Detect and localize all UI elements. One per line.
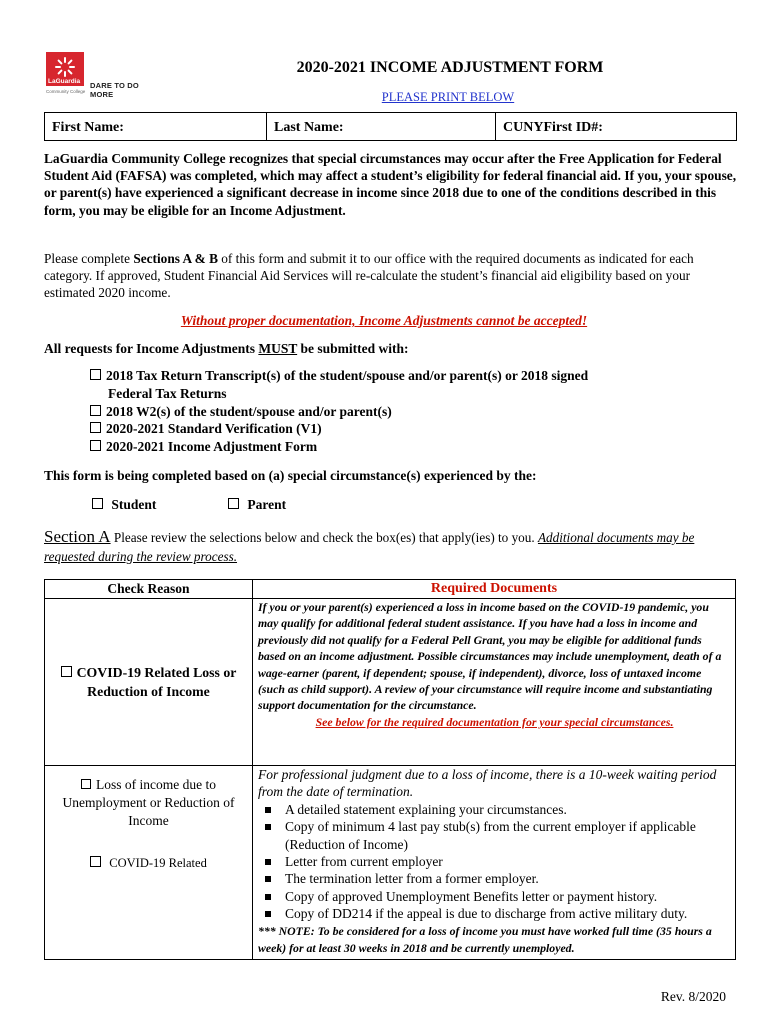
first-name-field[interactable]: First Name: <box>45 113 267 141</box>
instructions-sections: Sections A & B <box>133 251 218 266</box>
checkbox-icon[interactable] <box>90 422 101 433</box>
last-name-field[interactable]: Last Name: <box>267 113 496 141</box>
list-item <box>90 385 710 403</box>
covid-related-label: COVID-19 Related <box>109 856 207 870</box>
completed-by-label: This form is being completed based on (a) special circumstance(s) experienced by the: <box>44 468 537 483</box>
student-info-table <box>44 112 737 141</box>
parent-label: Parent <box>247 497 287 512</box>
covid-reason-label: COVID-19 Related Loss or Reduction of Income <box>76 665 237 699</box>
list-item: Letter from current employer <box>258 853 731 870</box>
waiting-period-text: For professional judgment due to a loss of income, there is a 10-week waiting period from the date of termination. <box>258 767 717 800</box>
covid-documents-text: If you or your parent(s) experienced a loss in income based on the COVID-19 pandemic, you may qualify for additional federal student assistance. If you have had a loss in income and previously did not qualify for a Federal Pell Grant, you may be eligible for additional funds based on an income adjustment. Possible circumstances may include unemployment, death of a wage-earner (parent, if dependent; spouse, if independent), divorce, loss of untaxed income (such as child support). A review of your circumstance will require income and substantiating support documentation for the circumstance. <box>258 600 722 713</box>
revision-date: Rev. 8/2020 <box>660 989 726 1004</box>
table-row <box>45 766 736 960</box>
eligibility-note: *** NOTE: To be considered for a loss of income you must have worked full time (35 hours a week) for at least 30 weeks in 2018 and be currently unemployed. <box>258 923 712 956</box>
unemployment-reason-cell <box>45 766 253 960</box>
required-documents-list <box>90 367 710 456</box>
req-item-1: 2018 Tax Return Transcript(s) of the student/spouse and/or parent(s) or 2018 signed <box>106 368 589 383</box>
instructions-end: of this form and submit it to our office with the required documents as indicated for each category. If approved, Student Financial Aid Services will re-calculate the student’s financial aid eligibility based on your estimated 2020 income. <box>44 251 694 301</box>
instructions-paragraph <box>44 250 744 302</box>
req-item-3: 2020-2021 Standard Verification (V1) <box>106 421 322 437</box>
checkbox-icon[interactable] <box>90 440 101 451</box>
student-option[interactable] <box>92 497 156 513</box>
unemployment-documents-cell <box>253 766 736 960</box>
logo-mark <box>46 52 84 86</box>
logo-tagline: DARE TO DO MORE <box>90 81 139 99</box>
instructions-start: Please complete <box>44 251 134 266</box>
logo-wordmark: LaGuardia <box>48 78 81 85</box>
list-item <box>90 420 710 438</box>
list-item: A detailed statement explaining your circumstances. <box>258 801 731 818</box>
list-item: Copy of DD214 if the appeal is due to discharge from active military duty. <box>258 905 731 922</box>
section-a-table <box>44 579 736 960</box>
section-a-heading: Section A <box>44 527 111 546</box>
logo-subline: Community College <box>46 89 86 94</box>
section-a-intro <box>44 527 734 566</box>
checkbox-icon[interactable] <box>90 369 101 380</box>
req-item-2: 2018 W2(s) of the student/spouse and/or parent(s) <box>106 403 392 419</box>
covid-related-checkbox[interactable] <box>90 856 101 867</box>
required-documents-header: Required Documents <box>253 580 736 599</box>
section-a-text: Please review the selections below and check the box(es) that apply(ies) to you. <box>110 530 538 545</box>
covid-reason-option[interactable] <box>46 663 251 701</box>
parent-checkbox[interactable] <box>228 498 239 509</box>
documentation-warning: Without proper documentation, Income Adjustments cannot be accepted! <box>180 313 588 328</box>
list-item <box>90 438 710 456</box>
unemployment-documents-list <box>258 801 731 923</box>
req-item-4: 2020-2021 Income Adjustment Form <box>106 439 318 455</box>
student-label: Student <box>111 497 157 512</box>
table-header-row <box>45 580 736 599</box>
print-instruction: PLEASE PRINT BELOW <box>381 90 515 104</box>
table-row <box>45 599 736 766</box>
sunburst-icon <box>55 57 75 77</box>
unemployment-option[interactable] <box>46 776 251 830</box>
covid-documents-cell <box>253 599 736 766</box>
section-a-note: Additional documents may be requested during the review process. <box>44 530 695 564</box>
cunyfirst-id-field[interactable]: CUNYFirst ID#: <box>496 113 737 141</box>
covid-reason-cell <box>45 599 253 766</box>
covid-checkbox[interactable] <box>61 666 72 677</box>
list-item <box>90 403 710 421</box>
requirements-must: MUST <box>258 341 298 356</box>
check-reason-header: Check Reason <box>45 580 253 599</box>
parent-option[interactable] <box>228 497 286 513</box>
requirements-heading <box>44 341 409 357</box>
requirements-heading-end: be submitted with: <box>297 341 409 356</box>
list-item <box>90 367 710 385</box>
checkbox-icon[interactable] <box>90 405 101 416</box>
requirements-heading-start: All requests for Income Adjustments <box>44 341 259 356</box>
unemployment-checkbox[interactable] <box>81 779 91 789</box>
documentation-link[interactable]: See below for the required documentation for your special circumstances. <box>315 714 674 729</box>
covid-related-option[interactable] <box>46 854 251 872</box>
list-item: Copy of minimum 4 last pay stub(s) from the current employer if applicable (Reduction of Income) <box>258 818 731 853</box>
intro-paragraph: LaGuardia Community College recognizes that special circumstances may occur after the Free Application for Federal Student Aid (FAFSA) was completed, which may affect a student’s eligibility for federal financial aid. If you, your spouse, or parent(s) have experienced a significant decrease in income since 2018 due to one of the conditions described in this form, you may be eligible for an Income Adjustment. <box>44 151 737 218</box>
req-item-1-cont: Federal Tax Returns <box>108 385 227 401</box>
student-checkbox[interactable] <box>92 498 103 509</box>
list-item: Copy of approved Unemployment Benefits letter or payment history. <box>258 888 731 905</box>
list-item: The termination letter from a former employer. <box>258 870 731 887</box>
laguardia-logo <box>44 50 164 102</box>
unemployment-label: Loss of income due to Unemployment or Reduction of Income <box>62 777 235 828</box>
form-title: 2020-2021 INCOME ADJUSTMENT FORM <box>296 59 604 76</box>
